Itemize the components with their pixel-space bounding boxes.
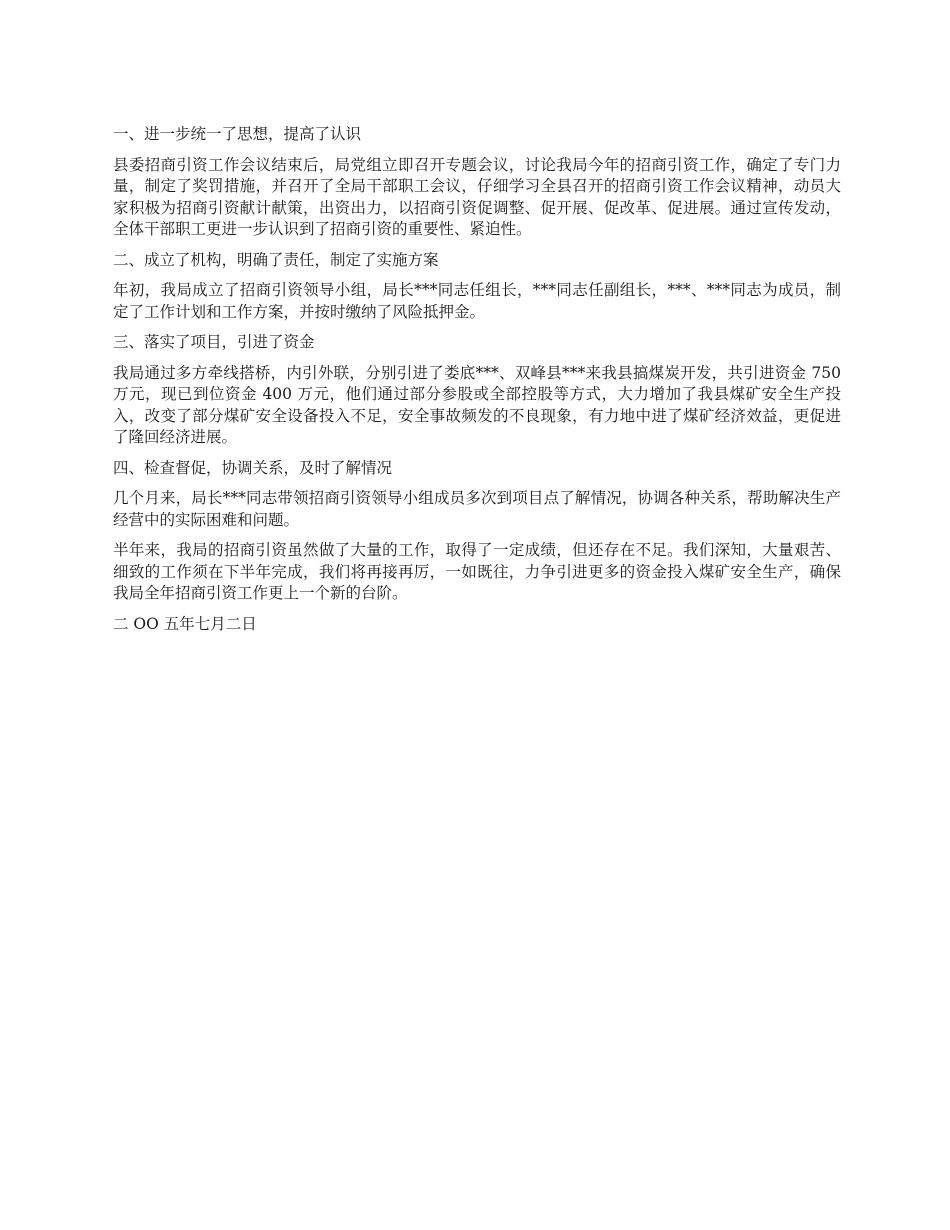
- section-heading-2: 二、成立了机构，明确了责任，制定了实施方案: [113, 250, 439, 269]
- paragraph-1: 县委招商引资工作会议结束后，局党组立即召开专题会议，讨论我局今年的招商引资工作，确定了专门力量，制定了奖罚措施，并召开了全局干部职工会议，仔细学习全县召开的招商引资工作会议精神，动员大家积极为招商引资献计献策，出资出力，以招商引资促调整、促开展、促改革、促进展。通过宣传发动，全体干部职工更进一步认识到了招商引资的重要性、紧迫性。: [113, 155, 841, 238]
- paragraph-3: 我局通过多方牵线搭桥，内引外联，分别引进了娄底***、双峰县***来我县搞煤炭开发，共引进资金 750 万元，现已到位资金 400 万元，他们通过部分参股或全部控股等方式，大力增加了我县煤矿安全生产投入，改变了部分煤矿安全设备投入不足，安全事故频发的不良现象，有力地中进了煤矿经济效益，更促进了隆回经济进展。: [113, 363, 841, 446]
- paragraph-2: 年初，我局成立了招商引资领导小组，局长***同志任组长，***同志任副组长，***、***同志为成员，制定了工作计划和工作方案，并按时缴纳了风险抵押金。: [113, 281, 841, 321]
- section-heading-1: 一、进一步统一了思想，提高了认识: [113, 125, 362, 143]
- paragraph-summary: 半年来，我局的招商引资虽然做了大量的工作，取得了一定成绩，但还存在不足。我们深知，大量艰苦、细致的工作须在下半年完成，我们将再接再厉，一如既往，力争引进更多的资金投入煤矿安全生产，确保我局全年招商引资工作更上一个新的台阶。: [113, 541, 841, 602]
- document-date: 二 OO 五年七月二日: [113, 614, 257, 633]
- paragraph-4: 几个月来，局长***同志带领招商引资领导小组成员多次到项目点了解情况，协调各种关系，帮助解决生产经营中的实际困难和问题。: [113, 489, 841, 529]
- document-body: [113, 124, 841, 644]
- section-heading-4: 四、检查督促，协调关系，及时了解情况: [113, 458, 393, 477]
- section-heading-3: 三、落实了项目，引进了资金: [113, 333, 315, 351]
